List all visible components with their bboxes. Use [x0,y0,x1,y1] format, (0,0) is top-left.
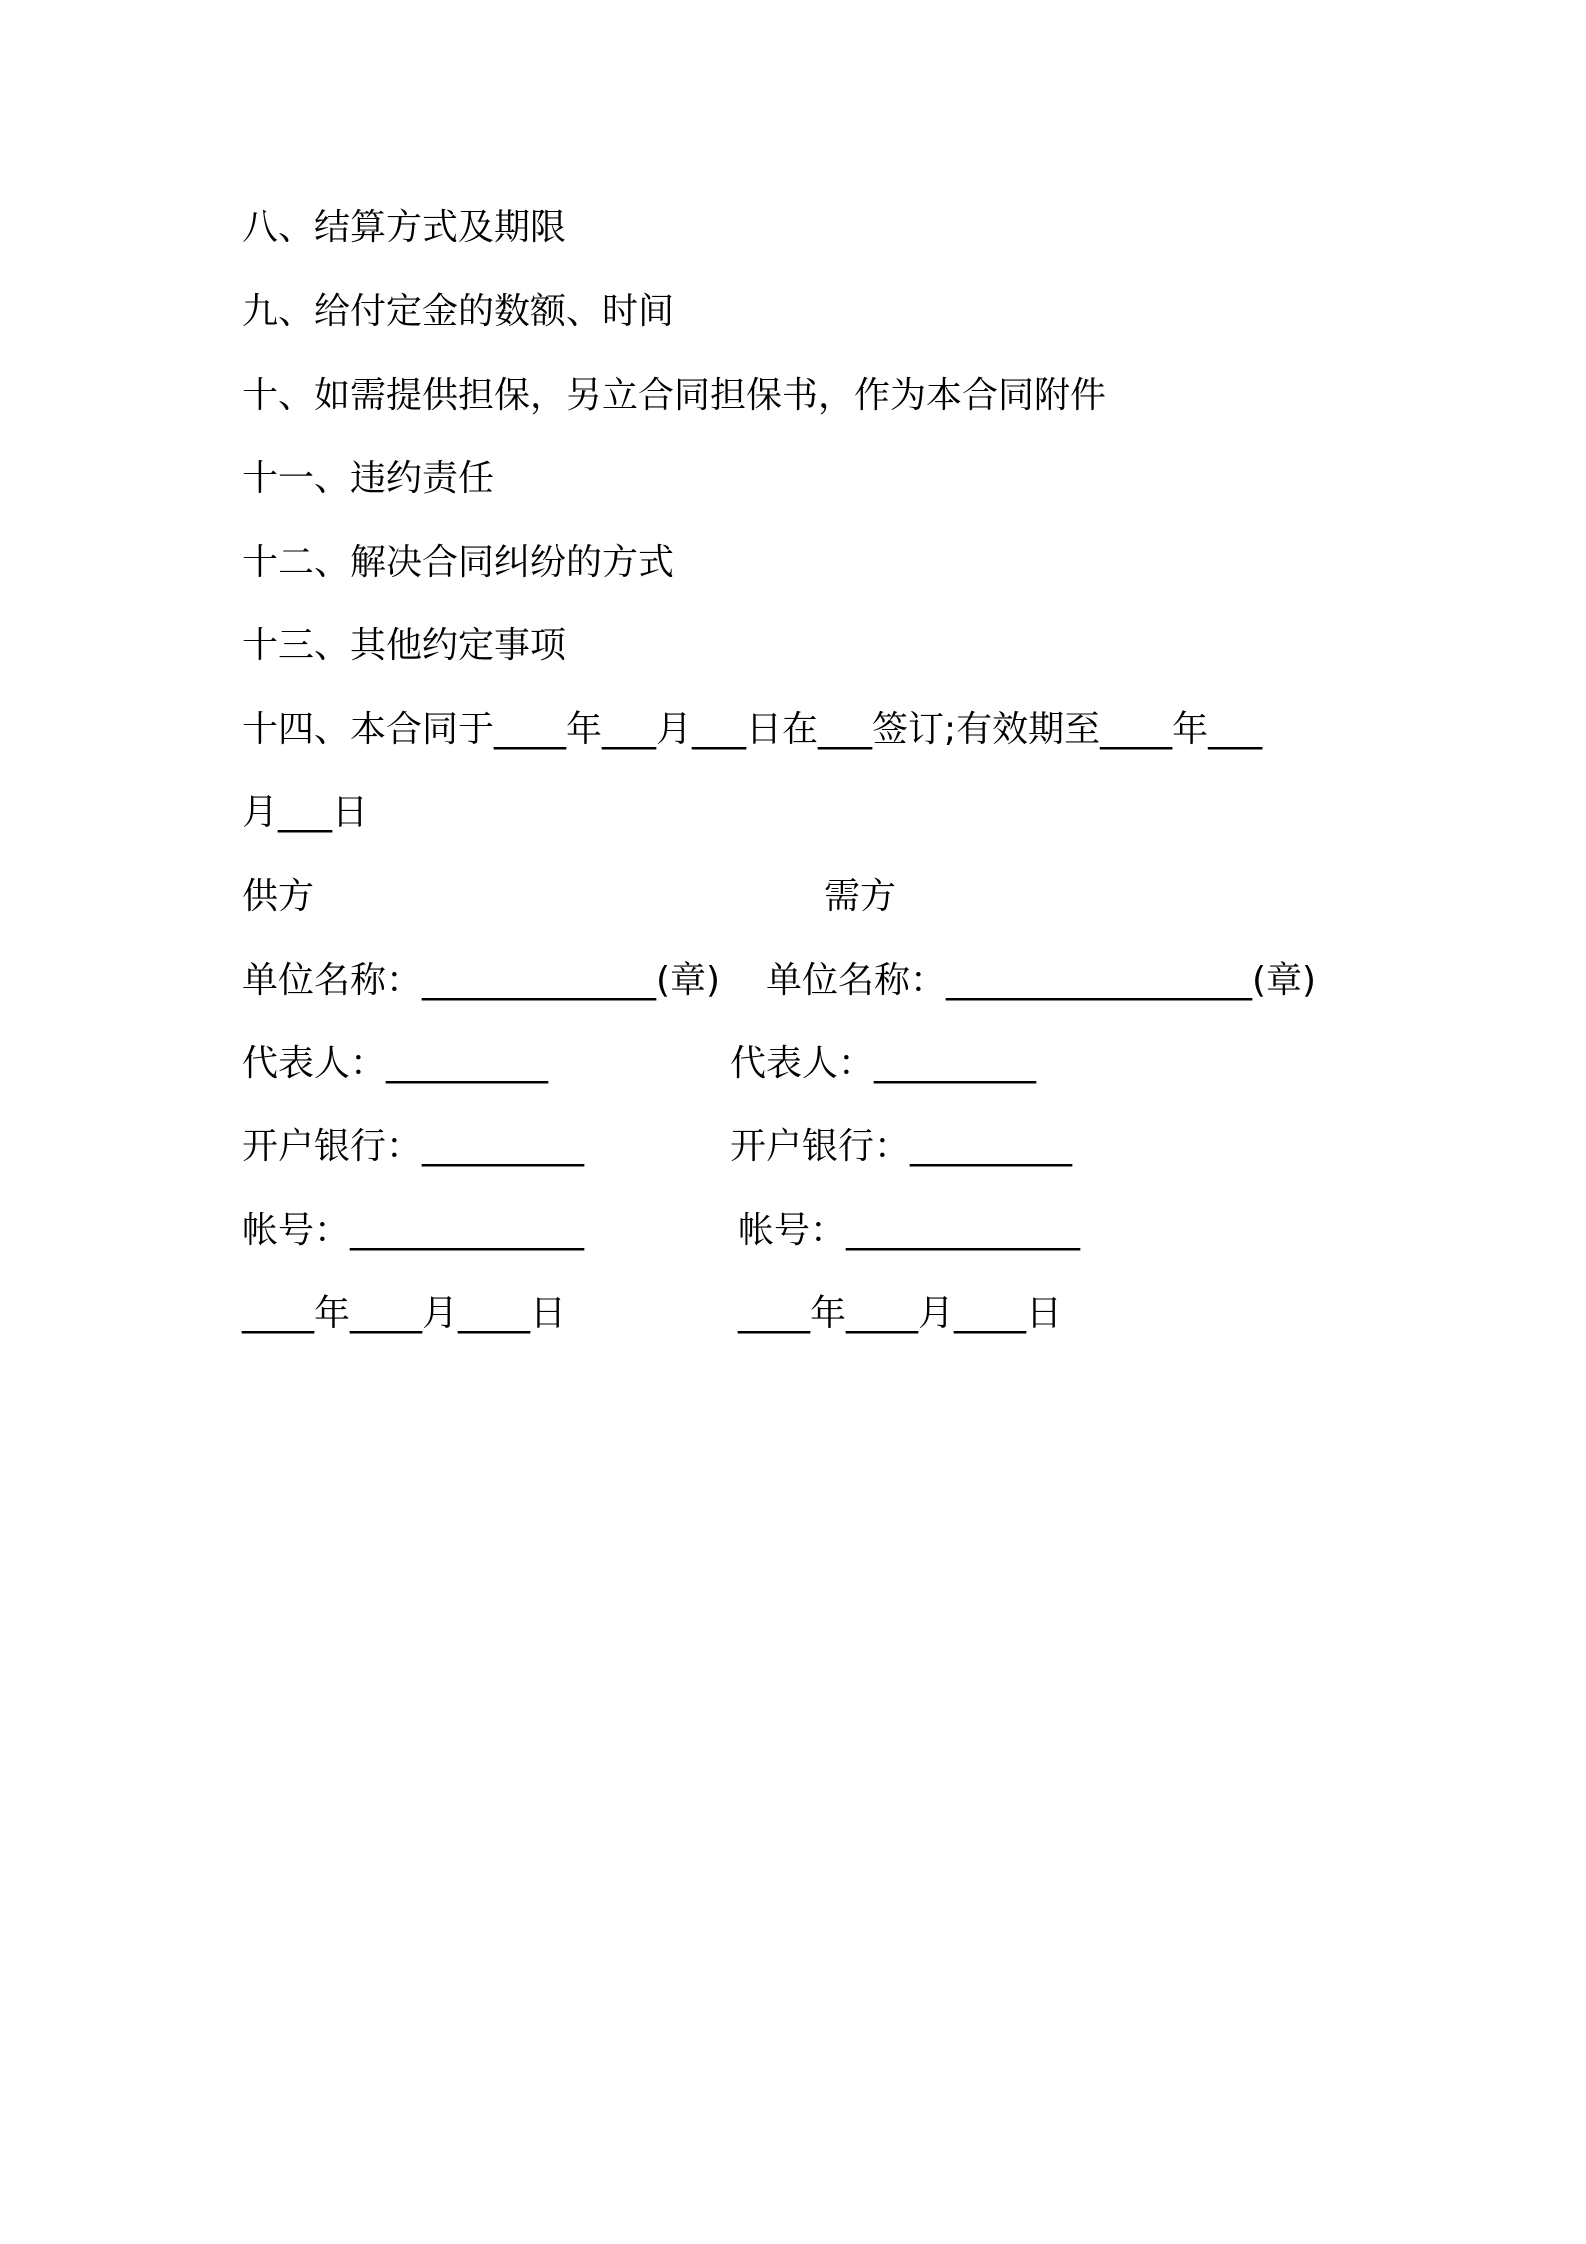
supplier-date: ____年____月____日 [242,1293,567,1334]
clause-11: 十一、违约责任 [242,458,495,499]
clause-9: 九、给付定金的数额、时间 [242,291,675,332]
buyer-title: 需方 [824,876,897,917]
buyer-representative: 代表人：_________ [730,1043,1037,1084]
clause-13: 十三、其他约定事项 [242,625,567,666]
buyer-bank: 开户银行：_________ [730,1126,1073,1167]
clause-10: 十、如需提供担保，另立合同担保书，作为本合同附件 [242,375,1107,416]
clause-14-continued: 月___日 [242,792,369,833]
supplier-unit-name: 单位名称：_____________(章) [242,960,721,1001]
supplier-title: 供方 [242,876,315,917]
buyer-date: ____年____月____日 [738,1293,1063,1334]
supplier-representative: 代表人：_________ [242,1043,549,1084]
supplier-account: 帐号：_____________ [242,1210,585,1251]
buyer-unit-name: 单位名称：_________________(章) [766,960,1317,1001]
clause-14: 十四、本合同于____年___月___日在___签订;有效期至____年___ [242,709,1263,750]
clause-12: 十二、解决合同纠纷的方式 [242,542,675,583]
supplier-bank: 开户银行：_________ [242,1126,585,1167]
buyer-account: 帐号：_____________ [738,1210,1081,1251]
clause-8: 八、结算方式及期限 [242,207,567,248]
